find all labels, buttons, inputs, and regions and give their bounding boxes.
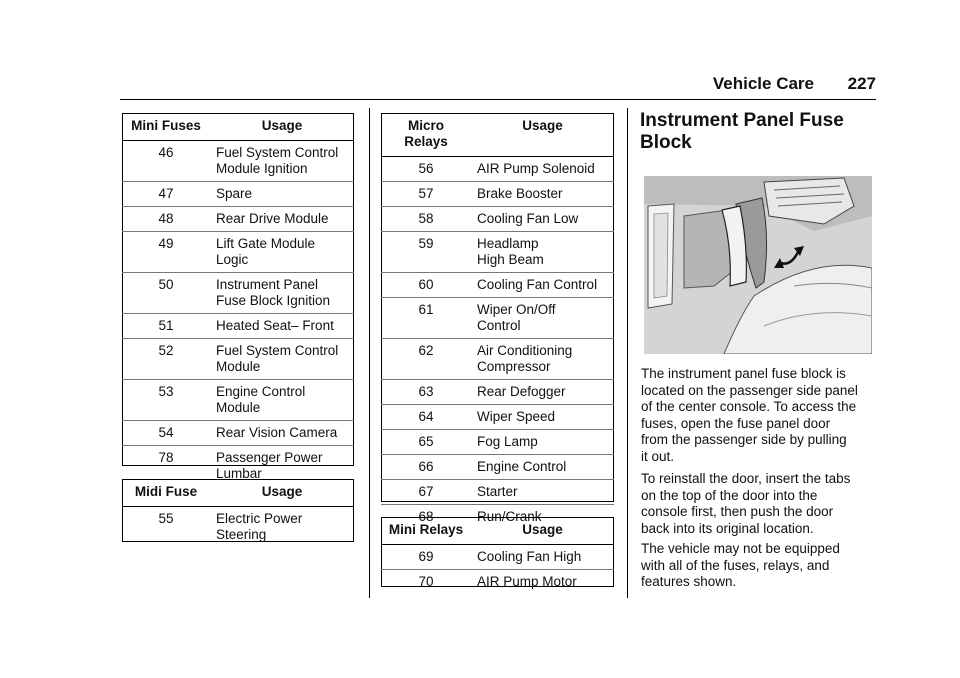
- column-divider: [369, 108, 370, 598]
- midi-fuse-header: Midi Fuse: [122, 480, 210, 507]
- usage-line: Headlamp: [477, 236, 539, 251]
- fuse-number: 46: [158, 145, 174, 160]
- usage-line: Cooling Fan High: [477, 549, 582, 564]
- fuse-usage: [471, 405, 614, 430]
- fuse-number: 78: [122, 446, 210, 487]
- fuse-number: 69: [418, 549, 434, 564]
- table-row: [381, 298, 614, 339]
- usage-line: Fuel System Control: [216, 343, 339, 358]
- fuse-number: 50: [122, 273, 210, 314]
- table-row: [122, 314, 354, 339]
- fuse-number: 66: [381, 455, 471, 480]
- fuse-usage: [471, 182, 614, 207]
- fuse-number: 55: [158, 511, 174, 526]
- usage-line: Steering: [216, 527, 267, 542]
- paragraph-line: located on the passenger side panel: [641, 382, 858, 398]
- fuse-number: 68: [381, 505, 471, 530]
- fuse-usage: [471, 273, 614, 298]
- fuse-usage: [471, 298, 614, 339]
- fuse-usage: [471, 232, 614, 273]
- usage-line: Lumbar: [216, 466, 262, 481]
- table-row: [381, 207, 614, 232]
- usage-line: Cooling Fan Low: [477, 211, 579, 226]
- header-title: Vehicle Care: [712, 74, 814, 93]
- usage-line: Wiper Speed: [477, 409, 556, 424]
- table-row: [381, 339, 614, 380]
- usage-line: Starter: [477, 484, 518, 499]
- table-row: [381, 273, 614, 298]
- fuse-number: 48: [122, 207, 210, 232]
- table-row: [381, 430, 614, 455]
- fuse-usage: [210, 339, 354, 380]
- usage-line: High Beam: [477, 252, 544, 267]
- usage-line: Engine Control: [216, 384, 306, 399]
- usage-line: Heated Seat– Front: [216, 318, 334, 333]
- paragraph-line: of the center console. To access the: [641, 399, 857, 415]
- table-row: [122, 182, 354, 207]
- usage-line: Engine Control: [477, 459, 567, 474]
- fuse-usage: [210, 421, 354, 446]
- fuse-number: 61: [381, 298, 471, 339]
- fuse-number: 63: [381, 380, 471, 405]
- usage-line: Brake Booster: [477, 186, 563, 201]
- fuse-number: 51: [122, 314, 210, 339]
- micro-relays-header: [381, 114, 471, 157]
- usage-header: Usage: [210, 480, 354, 507]
- table-row: [122, 207, 354, 232]
- usage-line: Fuel System Control: [216, 145, 339, 160]
- paragraph-line: it out.: [641, 448, 675, 464]
- fuse-number: 57: [381, 182, 471, 207]
- section-title-line: Block: [640, 132, 692, 153]
- fuse-usage: [210, 507, 354, 548]
- table-row: [381, 182, 614, 207]
- usage-line: Fuse Block Ignition: [216, 293, 331, 308]
- usage-line: Lift Gate Module: [216, 236, 316, 251]
- table-row: [381, 157, 614, 182]
- fuse-number: 60: [381, 273, 471, 298]
- fuse-number: 70: [381, 570, 471, 595]
- fuse-usage: [210, 141, 354, 182]
- micro-relays-header-line: Micro: [407, 118, 444, 133]
- table-row: [381, 380, 614, 405]
- usage-line: Compressor: [477, 359, 551, 374]
- paragraph-line: To reinstall the door, insert the tabs: [641, 471, 851, 486]
- usage-line: Rear Vision Camera: [216, 425, 338, 440]
- mini-relays-table: [381, 518, 614, 594]
- fuse-number: 59: [381, 232, 471, 273]
- table-row: [381, 455, 614, 480]
- mini-fuses-table: [122, 114, 354, 486]
- paragraph-line: features shown.: [641, 574, 737, 590]
- table-row: [122, 273, 354, 314]
- usage-line: Run/Crank: [477, 509, 542, 524]
- fuse-usage: [210, 182, 354, 207]
- mini-relays-header: Mini Relays: [381, 518, 471, 545]
- fuse-usage: [210, 314, 354, 339]
- section-title: [640, 110, 880, 154]
- paragraph-line: console first, then push the door: [641, 504, 834, 520]
- paragraph-equipment: [641, 541, 877, 591]
- fuse-number: 65: [381, 430, 471, 455]
- usage-line: Air Conditioning: [477, 343, 573, 358]
- usage-header: Usage: [471, 518, 614, 545]
- table-row: [122, 507, 354, 548]
- fuse-number: 52: [122, 339, 210, 380]
- fuse-panel-door-illustration: [644, 176, 872, 354]
- midi-fuse-table: [122, 480, 354, 547]
- fuse-usage: [210, 207, 354, 232]
- usage-line: Spare: [216, 186, 253, 201]
- fuse-usage: [471, 207, 614, 232]
- fuse-usage: [471, 430, 614, 455]
- paragraph-line: on the top of the door into the: [641, 487, 818, 503]
- fuse-number: 62: [381, 339, 471, 380]
- fuse-usage: [471, 545, 614, 570]
- paragraph-line: with all of the fuses, relays, and: [641, 557, 830, 573]
- page-number: 227: [847, 74, 876, 93]
- fuse-usage: [471, 570, 614, 595]
- usage-line: Instrument Panel: [216, 277, 319, 292]
- fuse-usage: [210, 380, 354, 421]
- usage-line: AIR Pump Solenoid: [477, 161, 595, 176]
- usage-header: Usage: [471, 114, 614, 157]
- usage-line: Passenger Power: [216, 450, 323, 465]
- table-row: [122, 421, 354, 446]
- table-row: [122, 232, 354, 273]
- usage-line: Rear Drive Module: [216, 211, 329, 226]
- usage-header: Usage: [210, 114, 354, 141]
- fuse-usage: [471, 339, 614, 380]
- paragraph-line: The instrument panel fuse block is: [641, 366, 846, 381]
- usage-line: Rear Defogger: [477, 384, 566, 399]
- fuse-usage: [210, 232, 354, 273]
- usage-line: Fog Lamp: [477, 434, 538, 449]
- fuse-usage: [471, 157, 614, 182]
- table-row: [381, 232, 614, 273]
- fuse-number: 67: [381, 480, 471, 505]
- fuse-number: 56: [418, 161, 434, 176]
- paragraph-location: [641, 366, 877, 466]
- fuse-number: 58: [381, 207, 471, 232]
- fuse-number: 47: [122, 182, 210, 207]
- fuse-number: 54: [122, 421, 210, 446]
- paragraph-line: fuses, open the fuse panel door: [641, 415, 831, 431]
- usage-line: Module: [216, 400, 261, 415]
- usage-line: Cooling Fan Control: [477, 277, 598, 292]
- table-row: [381, 405, 614, 430]
- usage-line: Logic: [216, 252, 249, 267]
- paragraph-line: back into its original location.: [641, 520, 814, 536]
- micro-relays-table: [381, 114, 614, 529]
- usage-line: Wiper On/Off: [477, 302, 556, 317]
- fuse-number: 53: [122, 380, 210, 421]
- fuse-usage: [471, 480, 614, 505]
- paragraph-line: from the passenger side by pulling: [641, 432, 847, 448]
- table-row: [381, 545, 614, 570]
- usage-line: Module Ignition: [216, 161, 308, 176]
- usage-line: Module: [216, 359, 261, 374]
- fuse-usage: [210, 273, 354, 314]
- table-row: [122, 380, 354, 421]
- section-title-line: Instrument Panel Fuse: [640, 110, 844, 131]
- usage-line: Electric Power: [216, 511, 303, 526]
- fuse-usage: [471, 380, 614, 405]
- paragraph-line: The vehicle may not be equipped: [641, 541, 840, 556]
- usage-line: AIR Pump Motor: [477, 574, 577, 589]
- usage-line: Control: [477, 318, 521, 333]
- column-divider: [627, 108, 628, 598]
- mini-fuses-header: Mini Fuses: [122, 114, 210, 141]
- fuse-number: 49: [122, 232, 210, 273]
- paragraph-reinstall: [641, 471, 877, 537]
- table-row: [122, 339, 354, 380]
- fuse-number: 64: [381, 405, 471, 430]
- fuse-usage: [471, 455, 614, 480]
- micro-relays-header-line: Relays: [404, 134, 448, 149]
- page-header: [120, 72, 876, 100]
- table-row: [122, 141, 354, 182]
- table-row: [381, 480, 614, 505]
- table-row: [381, 570, 614, 595]
